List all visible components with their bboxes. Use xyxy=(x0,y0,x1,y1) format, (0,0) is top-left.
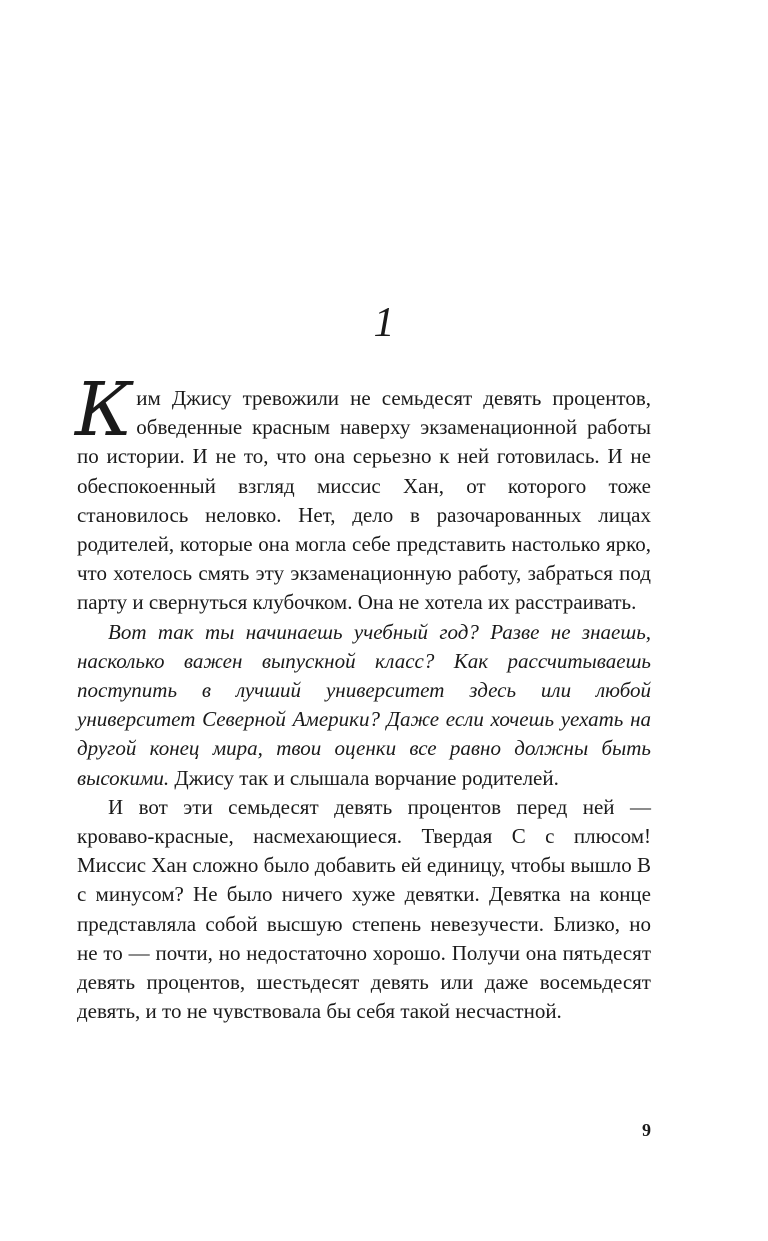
page-number: 9 xyxy=(642,1120,651,1140)
paragraph-2 xyxy=(77,618,651,793)
paragraph-3 xyxy=(77,793,651,1027)
paragraph-3-text: И вот эти семьдесят девять процентов перед ней — кроваво-красные, насмехающиеся. Твердая С с плюсом! Миссис Хан сложно было добавить ей единицу, чтобы вышло В с минусом? Не было ничего хуже девятки. Девятка на конце представляла собой высшую степень невезучести. Близко, но не то — почти, но недостаточно хорошо. Получи она пятьдесят девять процентов, шестьдесят девять или даже восемьдесят девять, и то не чувствовала бы себя такой несчастной. xyxy=(77,794,651,1024)
paragraph-1-text: им Джису тревожили не семьдесят девять процентов, обведенные красным наверху экзаменационной работы по истории. И не то, что она серьезно к ней готовилась. И не обеспокоенный взгляд миссис Хан, от которого тоже становилось неловко. Нет, дело в разочарованных лицах родителей, которые она могла себе представить настолько ярко, что хотелось смять эту экзаменационную работу, забраться под парту и свернуться клубочком. Она не хотела их расстраивать. xyxy=(77,386,651,615)
chapter-number: 1 xyxy=(373,300,395,346)
drop-cap: К xyxy=(75,367,131,453)
paragraph-1 xyxy=(75,367,651,618)
chapter-text xyxy=(75,367,651,1026)
paragraph-2-italic-text: Вот так ты начинаешь учебный год? Разве не знаешь, насколько важен выпускной класс? Как рассчитываешь поступить в лучший университет здесь или любой университет Северной Америки? Даже если хочешь уехать на другой конец мира, твои оценки все равно должны быть высокими. xyxy=(77,619,651,790)
paragraph-2-text: Джису так и слышала ворчание родителей. xyxy=(169,765,559,790)
